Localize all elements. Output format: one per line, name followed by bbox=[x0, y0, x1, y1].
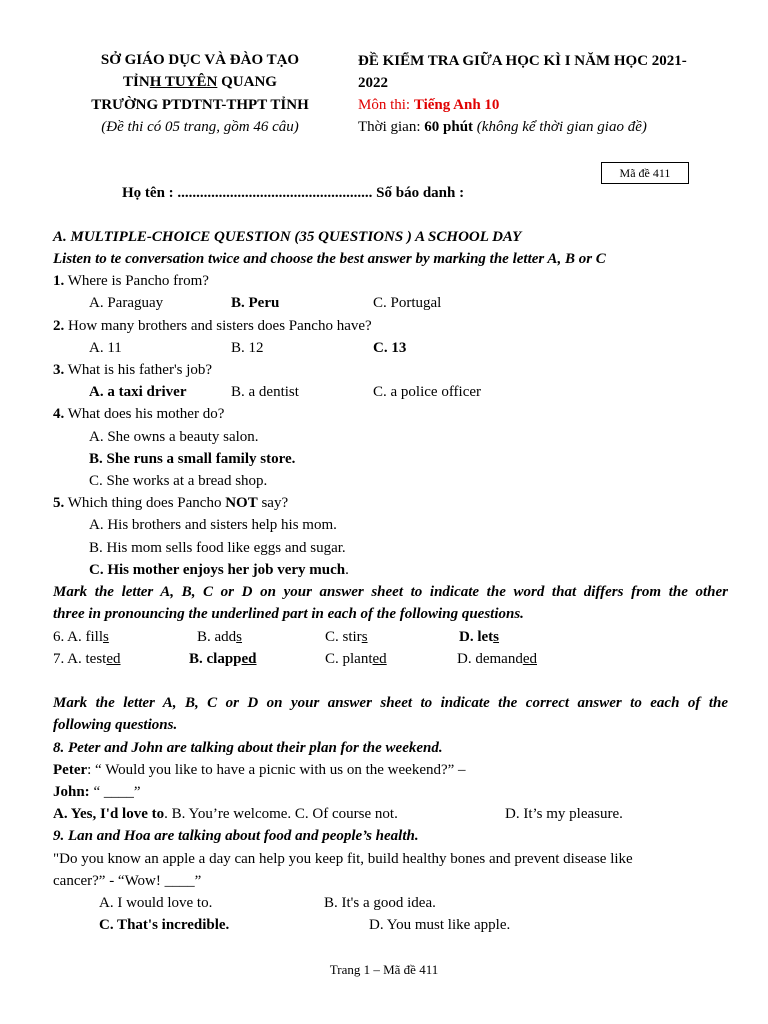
q9-option-d: D. You must like apple. bbox=[369, 917, 511, 933]
q5-option-b: B. His mom sells food like eggs and sugar. bbox=[89, 540, 346, 556]
question-2: 2. How many brothers and sisters does Pancho have? bbox=[53, 318, 372, 334]
school-province: TỈNH TUYÊN QUANG bbox=[123, 74, 277, 90]
q7-option-c: C. planted bbox=[325, 651, 387, 667]
q5-option-a: A. His brothers and sisters help his mom. bbox=[89, 517, 337, 533]
q8-option-d: D. It’s my pleasure. bbox=[505, 806, 623, 822]
school-name: TRƯỜNG PTDTNT-THPT TỈNH bbox=[91, 97, 309, 113]
section-a-title: A. MULTIPLE-CHOICE QUESTION (35 QUESTIONS ) A SCHOOL DAY bbox=[53, 229, 522, 245]
q9-option-a: A. I would love to. bbox=[99, 895, 213, 911]
q3-option-a: A. a taxi driver bbox=[89, 384, 187, 400]
section-a-instruction: Listen to te conversation twice and choose the best answer by marking the letter A, B or C bbox=[53, 251, 606, 267]
q2-option-c: C. 13 bbox=[373, 340, 407, 356]
question-9-title: 9. Lan and Hoa are talking about food and people’s health. bbox=[53, 828, 419, 844]
q6-option-c: C. stirs bbox=[325, 629, 368, 645]
time-line: Thời gian: 60 phút (không kể thời gian giao đề) bbox=[358, 119, 647, 135]
q7-option-d: D. demanded bbox=[457, 651, 537, 667]
q9-text-line-1: "Do you know an apple a day can help you keep fit, build healthy bones and prevent disease like bbox=[53, 851, 633, 867]
question-8-title: 8. Peter and John are talking about their plan for the weekend. bbox=[53, 740, 443, 756]
q6-option-b: B. adds bbox=[197, 629, 243, 645]
exam-year: 2022 bbox=[358, 75, 388, 91]
q4-option-c: C. She works at a bread shop. bbox=[89, 473, 268, 489]
question-4: 4. What does his mother do? bbox=[53, 406, 225, 422]
school-dept: SỞ GIÁO DỤC VÀ ĐÀO TẠO bbox=[100, 52, 300, 68]
q7-option-b: B. clapped bbox=[189, 651, 257, 667]
page-footer: Trang 1 – Mã đề 411 bbox=[329, 962, 439, 977]
pronunciation-instruction-2: three in pronouncing the underlined part in each of the following questions. bbox=[53, 606, 524, 622]
q9-text-line-2: cancer?” - “Wow! ____” bbox=[53, 873, 202, 889]
q1-option-c: C. Portugal bbox=[373, 295, 442, 311]
communication-instruction-2: following questions. bbox=[53, 717, 178, 733]
q5-option-c: C. His mother enjoys her job very much. bbox=[89, 562, 349, 578]
exam-pages-note: (Đề thi có 05 trang, gồm 46 câu) bbox=[101, 119, 299, 135]
q4-option-b: B. She runs a small family store. bbox=[89, 451, 296, 467]
q7-option-a: 7. A. tested bbox=[53, 651, 121, 667]
question-1: 1. Where is Pancho from? bbox=[53, 273, 209, 289]
q3-option-b: B. a dentist bbox=[231, 384, 299, 400]
q6-option-d: D. lets bbox=[459, 629, 499, 645]
pronunciation-instruction-1: Mark the letter A, B, C or D on your answer sheet to indicate the word that differs from the other bbox=[53, 584, 728, 600]
q2-option-a: A. 11 bbox=[89, 340, 122, 356]
q9-option-b: B. It's a good idea. bbox=[324, 895, 436, 911]
q1-option-b: B. Peru bbox=[231, 295, 280, 311]
q4-option-a: A. She owns a beauty salon. bbox=[89, 429, 259, 445]
q1-option-a: A. Paraguay bbox=[89, 295, 164, 311]
q9-option-c: C. That's incredible. bbox=[99, 917, 230, 933]
q2-option-b: B. 12 bbox=[231, 340, 264, 356]
q8-john-line: John: “ ____” bbox=[53, 784, 141, 800]
question-5: 5. Which thing does Pancho NOT say? bbox=[53, 495, 289, 511]
q8-options-abc: A. Yes, I'd love to. B. You’re welcome. C. Of course not. bbox=[53, 806, 398, 822]
exam-title: ĐỀ KIỂM TRA GIỮA HỌC KÌ I NĂM HỌC 2021- bbox=[358, 53, 687, 69]
question-3: 3. What is his father's job? bbox=[53, 362, 213, 378]
exam-code-box: Mã đề 411 bbox=[601, 162, 689, 184]
q3-option-c: C. a police officer bbox=[373, 384, 482, 400]
q6-option-a: 6. A. fills bbox=[53, 629, 109, 645]
subject-line: Môn thi: Tiếng Anh 10 bbox=[358, 97, 500, 113]
candidate-name-line: Họ tên : .................................................... Số báo danh : bbox=[122, 185, 465, 201]
q8-peter-line: Peter: “ Would you like to have a picnic with us on the weekend?” – bbox=[53, 762, 466, 778]
communication-instruction-1: Mark the letter A, B, C or D on your answer sheet to indicate the correct answer to each of the bbox=[53, 695, 728, 711]
